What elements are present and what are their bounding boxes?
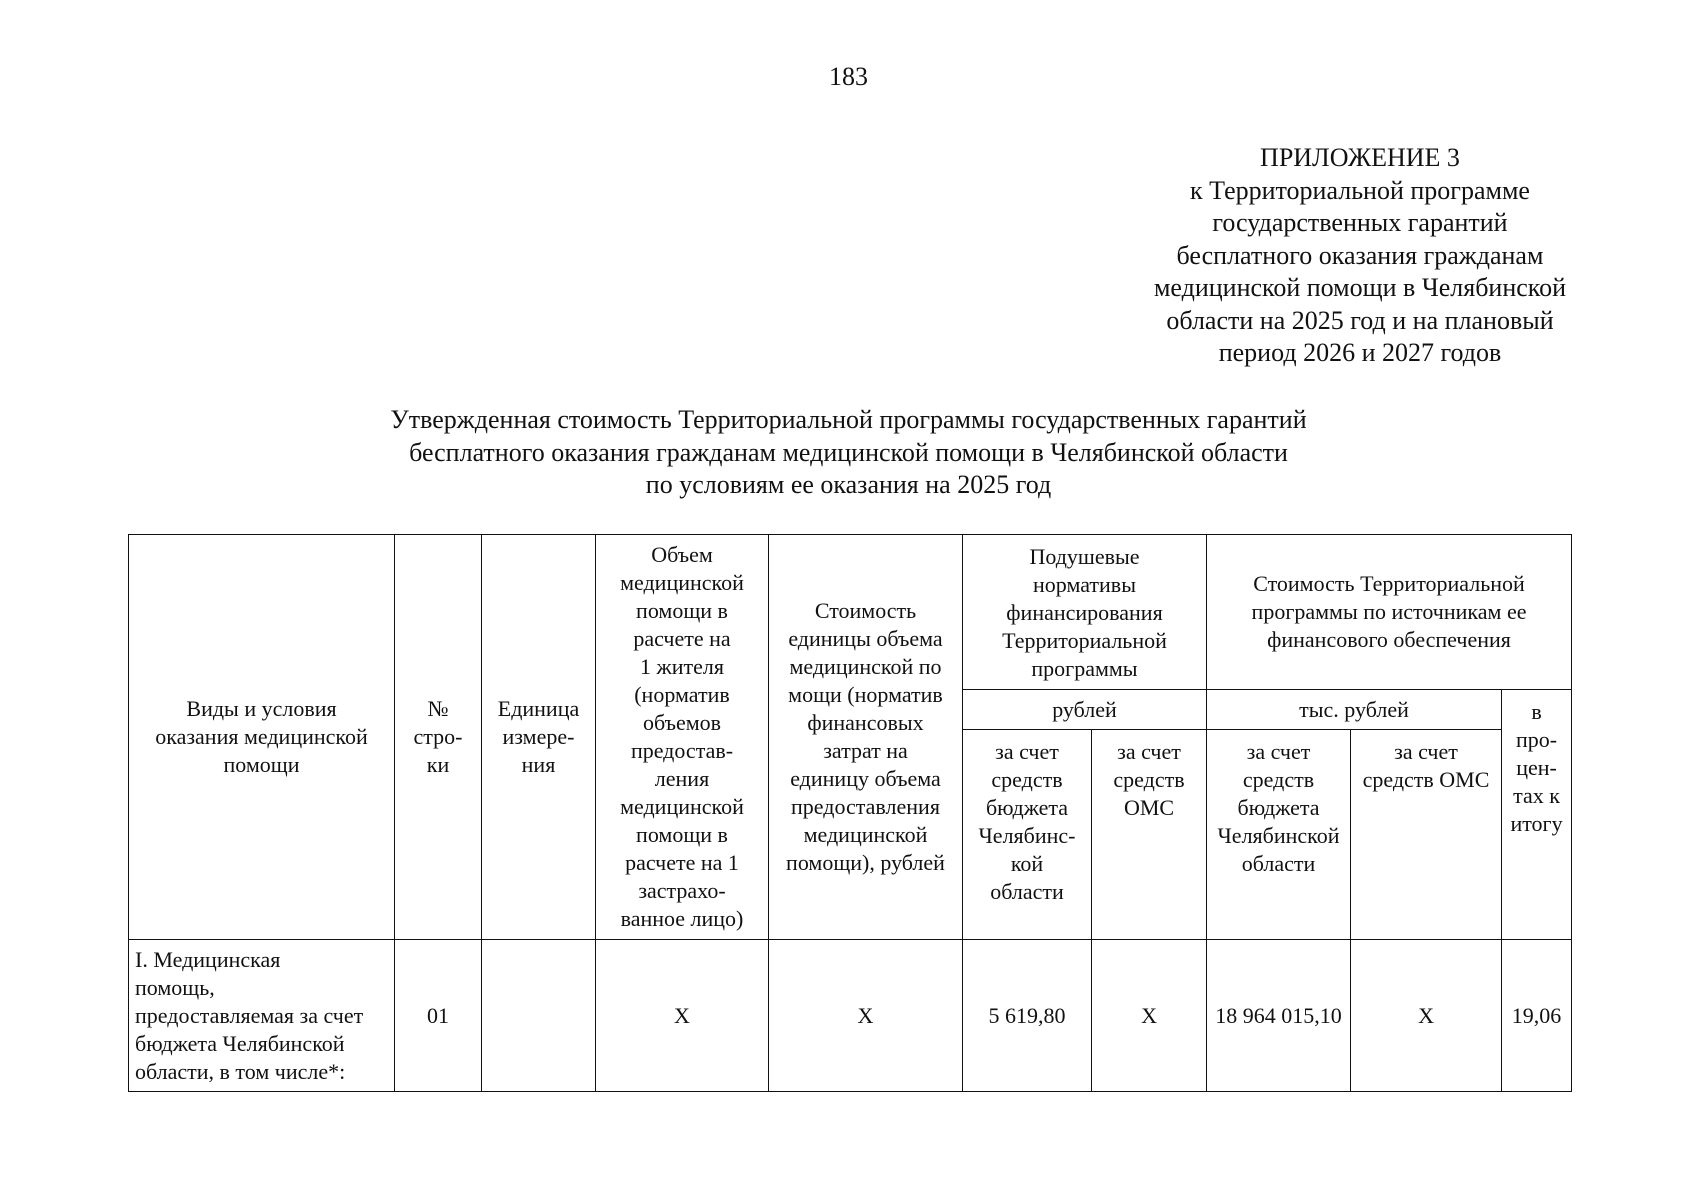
appendix-line: государственных гарантий	[1212, 208, 1508, 237]
cell-cost-oms: Х	[1351, 940, 1502, 1092]
appendix-heading	[1120, 142, 1600, 370]
appendix-line: ПРИЛОЖЕНИЕ 3	[1260, 143, 1460, 172]
header-row-number: № стро- ки	[395, 535, 482, 940]
header-program-cost: Стоимость Территориальной программы по источникам ее финансового обеспечения	[1207, 535, 1572, 690]
header-per-capita: Подушевые нормативы финансирования Территориальной программы	[963, 535, 1207, 690]
header-thousand-rubles: тыс. рублей	[1207, 690, 1502, 730]
header-oms-thousand: за счет средств ОМС	[1351, 730, 1502, 940]
appendix-line: период 2026 и 2027 годов	[1218, 338, 1502, 367]
appendix-line: к Территориальной программе	[1190, 175, 1530, 205]
title-line: Утвержденная стоимость Территориальной программы государственных гарантий	[390, 405, 1307, 434]
appendix-line: медицинской помощи в Челябинской	[1153, 273, 1567, 302]
cell-percent: 19,06	[1502, 940, 1572, 1092]
page-number: 183	[829, 62, 868, 91]
cell-unit	[482, 940, 596, 1092]
cost-table	[128, 534, 1572, 1092]
table-row	[129, 940, 1572, 1092]
appendix-line: бесплатного оказания гражданам	[1176, 240, 1544, 270]
header-budget-rubles: за счет средств бюджета Челябинс- кой области	[963, 730, 1092, 940]
header-budget-thousand: за счет средств бюджета Челябинской области	[1207, 730, 1351, 940]
title-line: бесплатного оказания гражданам медицинской помощи в Челябинской области	[409, 437, 1288, 467]
title-line: по условиям ее оказания на 2025 год	[645, 470, 1052, 499]
header-percent: в про- цен- тах к итогу	[1502, 690, 1572, 940]
cell-volume: Х	[596, 940, 769, 1092]
cell-unit-cost: Х	[769, 940, 963, 1092]
header-unit: Единица измере- ния	[482, 535, 596, 940]
cell-per-capita-budget: 5 619,80	[963, 940, 1092, 1092]
cell-name: I. Медицинская помощь, предоставляемая за счет бюджета Челябинской области, в том числе*:	[129, 940, 395, 1092]
cell-cost-budget: 18 964 015,10	[1207, 940, 1351, 1092]
header-oms-rubles: за счет средств ОМС	[1092, 730, 1207, 940]
cell-row-number: 01	[395, 940, 482, 1092]
header-rubles: рублей	[963, 690, 1207, 730]
header-types-of-care: Виды и условия оказания медицинской помощи	[129, 535, 395, 940]
header-volume: Объем медицинской помощи в расчете на 1 жителя (норматив объемов предостав- ления медицинской помощи в расчете на 1 застрахо- ванное лицо)	[596, 535, 769, 940]
header-row	[129, 535, 1572, 690]
document-title	[0, 404, 1697, 502]
appendix-line: области на 2025 год и на плановый	[1166, 305, 1554, 335]
header-unit-cost: Стоимость единицы объема медицинской по мощи (норматив финансовых затрат на единицу объема предоставления медицинской помощи), рублей	[769, 535, 963, 940]
cell-per-capita-oms: Х	[1092, 940, 1207, 1092]
